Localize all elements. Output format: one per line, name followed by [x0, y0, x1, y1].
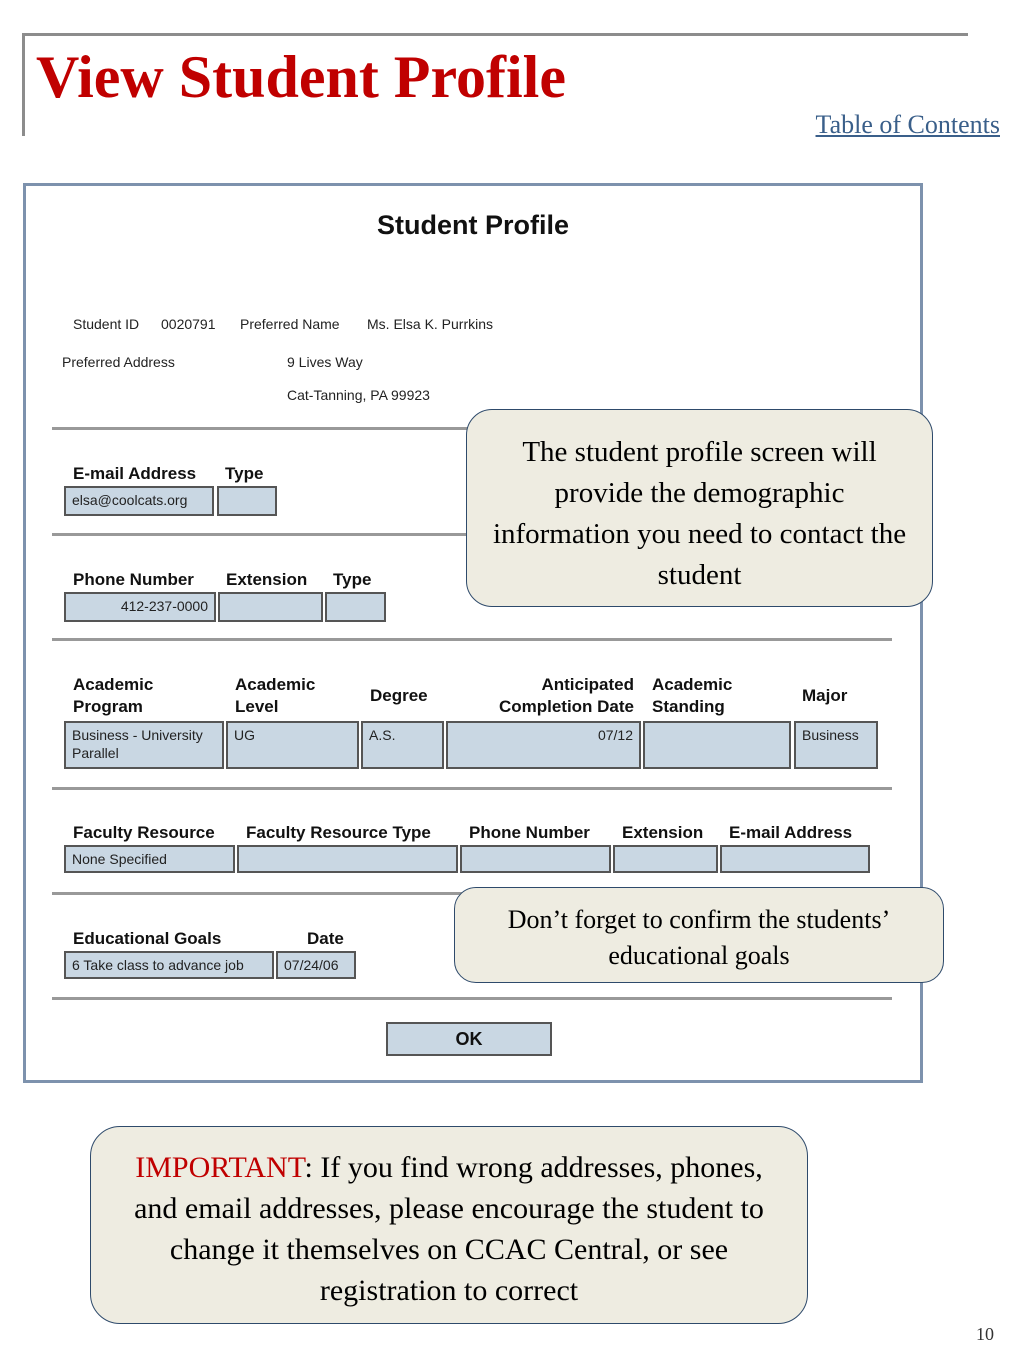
slide-frame-top-rule — [22, 33, 968, 36]
important-callout — [90, 1126, 808, 1324]
faculty-resource-header: Faculty Resource — [73, 823, 215, 842]
academic-level-field[interactable]: UG — [226, 721, 359, 769]
email-type-header: Type — [225, 464, 264, 483]
important-callout-text: : If you find wrong addresses, phones, and email addresses, please encourage the student to change it themselves on CCAC Central, or see registration to correct — [134, 1151, 764, 1307]
academic-program-field[interactable]: Business - University Parallel — [64, 721, 224, 769]
faculty-phone-number-field[interactable] — [460, 845, 611, 873]
educational-goals-header: Educational Goals — [73, 929, 222, 948]
phone-extension-header: Extension — [226, 570, 308, 589]
phone-number-field[interactable]: 412-237-0000 — [64, 592, 216, 622]
page-number: 10 — [976, 1324, 994, 1344]
section-divider — [52, 787, 892, 790]
degree-header: Degree — [370, 686, 428, 705]
educational-goals-callout-text: Don’t forget to confirm the students’ educational goals — [507, 905, 891, 970]
faculty-extension-header: Extension — [622, 823, 704, 842]
student-id-value: 0020791 — [161, 316, 216, 332]
academic-program-header: Academic Program — [73, 675, 154, 716]
degree-field[interactable]: A.S. — [361, 721, 444, 769]
faculty-phone-number-header: Phone Number — [469, 823, 590, 842]
educational-goal-field[interactable]: 6 Take class to advance job — [64, 951, 274, 979]
phone-number-header: Phone Number — [73, 570, 194, 589]
ok-button[interactable]: OK — [386, 1022, 552, 1056]
address-line-1: 9 Lives Way — [287, 354, 363, 370]
section-divider — [52, 638, 892, 641]
academic-standing-header: Academic Standing — [652, 675, 733, 716]
academic-standing-field[interactable] — [643, 721, 791, 769]
major-field[interactable]: Business — [794, 721, 878, 769]
faculty-email-address-field[interactable] — [720, 845, 870, 873]
major-header: Major — [802, 686, 848, 705]
email-type-field[interactable] — [217, 486, 277, 516]
address-line-2: Cat-Tanning, PA 99923 — [287, 387, 430, 403]
faculty-resource-type-field[interactable] — [237, 845, 458, 873]
section-divider — [52, 997, 892, 1000]
slide-frame-left-rule — [22, 33, 25, 136]
phone-type-field[interactable] — [325, 592, 386, 622]
educational-goals-callout — [454, 887, 944, 983]
preferred-address-label: Preferred Address — [62, 354, 175, 370]
demographic-callout-text: The student profile screen will provide the demographic information you need to contact the student — [492, 436, 907, 591]
goal-date-header: Date — [307, 929, 344, 948]
demographic-callout — [466, 409, 933, 607]
faculty-resource-type-header: Faculty Resource Type — [246, 823, 431, 842]
anticipated-completion-date-header: Anticipated Completion Date — [498, 675, 634, 716]
preferred-name-value: Ms. Elsa K. Purrkins — [367, 316, 494, 332]
faculty-extension-field[interactable] — [613, 845, 718, 873]
student-id-label: Student ID — [73, 316, 140, 332]
goal-date-field[interactable]: 07/24/06 — [276, 951, 356, 979]
table-of-contents-link[interactable]: Table of Contents — [815, 110, 1000, 139]
phone-type-header: Type — [333, 570, 372, 589]
slide-title: View Student Profile — [36, 44, 566, 110]
anticipated-completion-date-field[interactable]: 07/12 — [446, 721, 641, 769]
email-address-field[interactable]: elsa@coolcats.org — [64, 486, 214, 516]
faculty-resource-field[interactable]: None Specified — [64, 845, 235, 873]
academic-level-header: Academic Level — [235, 675, 316, 716]
email-address-header: E-mail Address — [73, 464, 197, 483]
preferred-name-label: Preferred Name — [240, 316, 340, 332]
important-label: IMPORTANT — [135, 1151, 305, 1184]
phone-extension-field[interactable] — [218, 592, 323, 622]
faculty-email-address-header: E-mail Address — [729, 823, 853, 842]
panel-title: Student Profile — [376, 210, 569, 240]
